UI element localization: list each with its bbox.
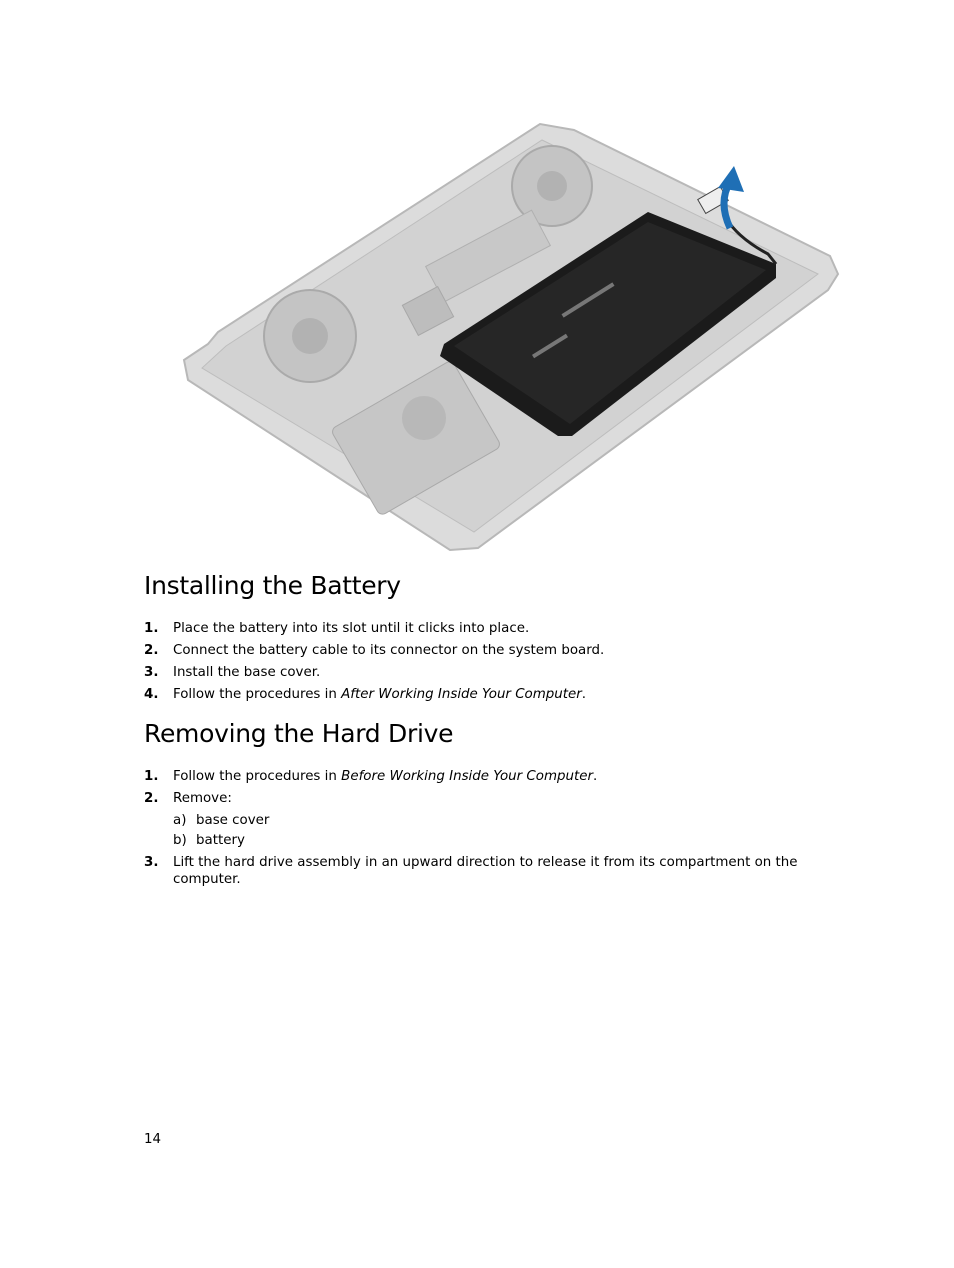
- removing-hard-drive-steps: [144, 768, 824, 888]
- cross-reference: Before Working Inside Your Computer: [341, 769, 593, 784]
- list-item: 3. Install the base cover.: [144, 665, 321, 680]
- section-heading-removing-hard-drive: Removing the Hard Drive: [144, 719, 454, 748]
- battery-illustration: [178, 118, 846, 554]
- cross-reference: After Working Inside Your Computer: [341, 687, 582, 702]
- list-item: 3. Lift the hard drive assembly in an upward direction to release it from its compartment on the computer.: [144, 855, 798, 887]
- list-item: 2. Remove:: [144, 791, 232, 806]
- installing-battery-steps: [144, 620, 824, 703]
- section-heading-installing-battery: Installing the Battery: [144, 571, 401, 600]
- list-item: 1. Follow the procedures in Before Working Inside Your Computer.: [144, 769, 598, 784]
- list-item: 2. Connect the battery cable to its connector on the system board.: [144, 643, 605, 658]
- list-item: 4. Follow the procedures in After Working Inside Your Computer.: [144, 687, 587, 702]
- page-number: 14: [144, 1132, 162, 1147]
- sub-list-item: a) base cover: [173, 813, 270, 828]
- list-item: 1. Place the battery into its slot until it clicks into place.: [144, 621, 530, 636]
- sub-list-item: b) battery: [173, 833, 245, 848]
